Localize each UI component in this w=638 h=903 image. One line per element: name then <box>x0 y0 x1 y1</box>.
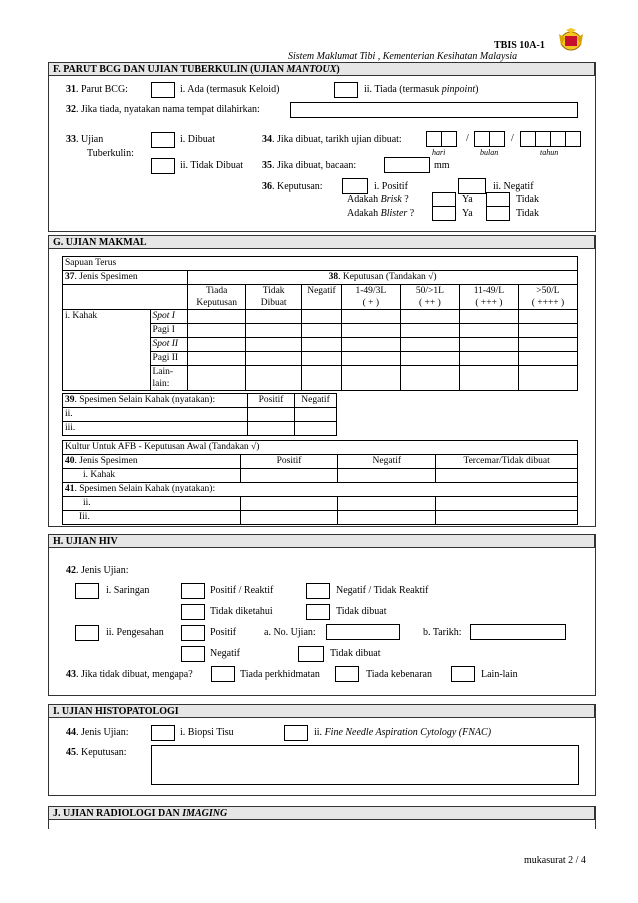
q39-ii-positif-cell[interactable] <box>248 408 295 422</box>
q34-month-digit-2[interactable] <box>489 131 505 147</box>
q36-negatif-label: ii. Negatif <box>493 181 534 192</box>
hiv-positif-reaktif-label: Positif / Reaktif <box>210 585 274 596</box>
culture-iii-tercemar-cell[interactable] <box>436 511 578 525</box>
hiv-no-ujian-input[interactable] <box>326 624 400 640</box>
result-cell[interactable] <box>341 352 400 366</box>
result-cell[interactable] <box>246 352 302 366</box>
q33-dibuat-label: i. Dibuat <box>180 134 215 145</box>
result-cell[interactable] <box>188 324 246 338</box>
date-slash-1: / <box>466 133 469 144</box>
hiv-saringan-checkbox[interactable] <box>75 583 99 599</box>
lain-lain-checkbox[interactable] <box>451 666 475 682</box>
q40-tercemar-header: Tercemar/Tidak dibuat <box>436 455 578 469</box>
q45-label: 45. Keputusan: <box>66 747 127 758</box>
brisk-tidak-label: Tidak <box>516 194 539 205</box>
culture-table <box>62 440 578 525</box>
spot-label: Spot II <box>150 338 188 352</box>
q34-year-digit-1[interactable] <box>520 131 536 147</box>
result-cell[interactable] <box>246 310 302 324</box>
kahak-label: i. Kahak <box>63 310 151 391</box>
q39-iii-negatif-cell[interactable] <box>295 422 337 436</box>
q39-ii-negatif-cell[interactable] <box>295 408 337 422</box>
blister-tidak-label: Tidak <box>516 208 539 219</box>
hiv-saringan-positif-checkbox[interactable] <box>181 583 205 599</box>
blank-cell <box>337 422 578 436</box>
result-cell[interactable] <box>246 366 302 391</box>
col-50-1l: 50/>1L ( ++ ) <box>400 285 459 310</box>
hiv-pengesahan-tidak-dibuat-checkbox[interactable] <box>298 646 324 662</box>
q38-header: 38. Keputusan (Tandakan √) <box>188 271 578 285</box>
q36-positif-label: i. Positif <box>374 181 408 192</box>
result-cell[interactable] <box>518 324 577 338</box>
tiada-kebenaran-label: Tiada kebenaran <box>366 669 432 680</box>
q31-ada-label: i. Ada (termasuk Keloid) <box>180 84 280 95</box>
hiv-negatif-reaktif-label: Negatif / Tidak Reaktif <box>336 585 429 596</box>
result-cell[interactable] <box>302 324 342 338</box>
q40-negatif-header: Negatif <box>338 455 436 469</box>
col-11-49-l: 11-49/L ( +++ ) <box>459 285 518 310</box>
section-f-title: F. PARUT BCG DAN UJIAN TUBERKULIN (UJIAN MANTOUX) <box>48 62 595 76</box>
culture-ii-tercemar-cell[interactable] <box>436 497 578 511</box>
q39-row-iii: iii. <box>63 422 248 436</box>
tiada-kebenaran-checkbox[interactable] <box>335 666 359 682</box>
result-cell[interactable] <box>400 324 459 338</box>
date-slash-2: / <box>511 133 514 144</box>
brisk-question: Adakah Brisk ? <box>347 194 409 205</box>
result-cell[interactable] <box>400 338 459 352</box>
col-tidak-dibuat: Tidak Dibuat <box>246 285 302 310</box>
q34-month-digit-1[interactable] <box>474 131 490 147</box>
hiv-tidak-diketahui-checkbox[interactable] <box>181 604 205 620</box>
section-g-title: G. UJIAN MAKMAL <box>48 235 595 249</box>
q42-label: 42. Jenis Ujian: <box>66 565 129 576</box>
system-name: Sistem Maklumat Tibi , Kementerian Kesihatan Malaysia <box>288 51 518 62</box>
form-code: TBIS 10A-1 <box>494 40 545 51</box>
result-cell[interactable] <box>459 310 518 324</box>
q39-row-ii: ii. <box>63 408 248 422</box>
result-cell[interactable] <box>302 352 342 366</box>
result-cell[interactable] <box>459 352 518 366</box>
culture-row-iii: Iii. <box>63 511 241 525</box>
direct-smear-table <box>62 256 578 391</box>
hiv-no-ujian-label: a. No. Ujian: <box>264 627 316 638</box>
hiv-pengesahan-negatif-checkbox[interactable] <box>181 646 205 662</box>
section-i-title: I. UJIAN HISTOPATOLOGI <box>48 704 595 718</box>
culture-iii-positif-cell[interactable] <box>240 511 338 525</box>
tiada-perkhidmatan-checkbox[interactable] <box>211 666 235 682</box>
result-cell[interactable] <box>246 324 302 338</box>
hiv-pengesahan-positif-label: Positif <box>210 627 237 638</box>
result-cell[interactable] <box>459 338 518 352</box>
other-specimen-table <box>62 393 578 436</box>
mm-unit: mm <box>434 160 450 171</box>
result-cell[interactable] <box>400 310 459 324</box>
q36-positif-checkbox[interactable] <box>342 178 368 194</box>
brisk-ya-checkbox[interactable] <box>432 192 456 207</box>
page-number: mukasurat 2 / 4 <box>524 855 586 866</box>
col-negatif: Negatif <box>302 285 342 310</box>
culture-kahak-tercemar-cell[interactable] <box>436 469 578 483</box>
result-cell[interactable] <box>188 310 246 324</box>
biopsi-tisu-label: i. Biopsi Tisu <box>180 727 234 738</box>
q31-tiada-checkbox[interactable] <box>334 82 358 98</box>
lain-lain-label: Lain- lain: <box>150 366 188 391</box>
hiv-saringan-negatif-checkbox[interactable] <box>306 583 330 599</box>
blister-ya-label: Ya <box>462 208 473 219</box>
q33-tidak-dibuat-label: ii. Tidak Dibuat <box>180 160 244 171</box>
q34-label: 34. Jika dibuat, tarikh ujian dibuat: <box>262 134 402 145</box>
blister-question: Adakah Blister ? <box>347 208 415 219</box>
culture-iii-negatif-cell[interactable] <box>338 511 436 525</box>
spacer-cell <box>63 285 188 310</box>
q39-header: 39. Spesimen Selain Kahak (nyatakan): <box>63 394 248 408</box>
q33-label-2: Tuberkulin: <box>87 148 134 159</box>
culture-ii-positif-cell[interactable] <box>240 497 338 511</box>
result-cell[interactable] <box>341 324 400 338</box>
q35-reading-input[interactable] <box>384 157 430 173</box>
spot-label: Spot I <box>150 310 188 324</box>
tahun-caption: tahun <box>540 148 559 157</box>
q35-label: 35. Jika dibuat, bacaan: <box>262 160 357 171</box>
q40-positif-header: Positif <box>240 455 338 469</box>
result-cell[interactable] <box>302 366 342 391</box>
q31-ada-checkbox[interactable] <box>151 82 175 98</box>
culture-kahak-negatif-cell[interactable] <box>338 469 436 483</box>
hiv-pengesahan-negatif-label: Negatif <box>210 648 240 659</box>
fnac-label: ii. Fine Needle Aspiration Cytology (FNAC) <box>314 727 492 738</box>
q34-year-digit-4[interactable] <box>565 131 581 147</box>
q31-tiada-label: ii. Tiada (termasuk pinpoint) <box>364 84 479 95</box>
result-cell[interactable] <box>188 338 246 352</box>
hiv-saringan-tidak-dibuat-checkbox[interactable] <box>306 604 330 620</box>
culture-ii-negatif-cell[interactable] <box>338 497 436 511</box>
coat-of-arms-logo <box>556 28 586 52</box>
smear-row <box>63 310 578 324</box>
q36-negatif-checkbox[interactable] <box>458 178 486 194</box>
q39-negatif-header: Negatif <box>295 394 337 408</box>
result-cell[interactable] <box>341 366 400 391</box>
section-j-title: J. UJIAN RADIOLOGI DAN IMAGING <box>48 806 595 820</box>
q32-label: 32. Jika tiada, nyatakan nama tempat dilahirkan: <box>66 104 260 115</box>
culture-kahak-label: i. Kahak <box>63 469 241 483</box>
q45-result-textarea[interactable] <box>151 745 579 785</box>
q41-header: 41. Spesimen Selain Kahak (nyatakan): <box>63 483 578 497</box>
hiv-pengesahan-label: ii. Pengesahan <box>106 627 164 638</box>
hari-caption: hari <box>432 148 446 157</box>
tiada-perkhidmatan-label: Tiada perkhidmatan <box>240 669 320 680</box>
result-cell[interactable] <box>188 366 246 391</box>
blister-tidak-checkbox[interactable] <box>486 206 510 221</box>
hiv-pengesahan-positif-checkbox[interactable] <box>181 625 205 641</box>
culture-row-ii: ii. <box>63 497 241 511</box>
brisk-ya-label: Ya <box>462 194 473 205</box>
result-cell[interactable] <box>302 338 342 352</box>
q39-positif-header: Positif <box>248 394 295 408</box>
col-1-49-3l: 1-49/3L ( + ) <box>341 285 400 310</box>
q32-birthplace-input[interactable] <box>290 102 578 118</box>
q39-iii-positif-cell[interactable] <box>248 422 295 436</box>
blank-cell <box>337 408 578 422</box>
result-cell[interactable] <box>518 338 577 352</box>
result-cell[interactable] <box>246 338 302 352</box>
blank-cell <box>337 394 578 408</box>
brisk-tidak-checkbox[interactable] <box>486 192 510 207</box>
spot-label: Pagi I <box>150 324 188 338</box>
hiv-pengesahan-checkbox[interactable] <box>75 625 99 641</box>
result-cell[interactable] <box>400 366 459 391</box>
q34-year-digit-2[interactable] <box>535 131 551 147</box>
biopsi-tisu-checkbox[interactable] <box>151 725 175 741</box>
q34-day-digit-2[interactable] <box>441 131 457 147</box>
hiv-tarikh-input[interactable] <box>470 624 566 640</box>
sapuan-terus-header: Sapuan Terus <box>63 257 578 271</box>
q33-tidak-dibuat-checkbox[interactable] <box>151 158 175 174</box>
hiv-tidak-dibuat-label: Tidak dibuat <box>336 606 387 617</box>
col-tiada-keputusan: Tiada Keputusan <box>188 285 246 310</box>
q33-label: 33. Ujian <box>66 134 104 145</box>
result-cell[interactable] <box>518 366 577 391</box>
bulan-caption: bulan <box>480 148 499 157</box>
result-cell[interactable] <box>459 324 518 338</box>
q37-header: 37. Jenis Spesimen <box>63 271 188 285</box>
spot-label: Pagi II <box>150 352 188 366</box>
hiv-tidak-diketahui-label: Tidak diketahui <box>210 606 273 617</box>
q43-label: 43. Jika tidak dibuat, mengapa? <box>66 669 193 680</box>
q44-label: 44. Jenis Ujian: <box>66 727 129 738</box>
result-cell[interactable] <box>188 352 246 366</box>
result-cell[interactable] <box>341 310 400 324</box>
fnac-checkbox[interactable] <box>284 725 308 741</box>
culture-kahak-positif-cell[interactable] <box>240 469 338 483</box>
result-cell[interactable] <box>518 310 577 324</box>
result-cell[interactable] <box>400 352 459 366</box>
q33-dibuat-checkbox[interactable] <box>151 132 175 148</box>
q34-year-digit-3[interactable] <box>550 131 566 147</box>
q36-label: 36. Keputusan: <box>262 181 323 192</box>
section-h-title: H. UJIAN HIV <box>48 534 595 548</box>
result-cell[interactable] <box>341 338 400 352</box>
col-50-l: >50/L ( ++++ ) <box>518 285 577 310</box>
hiv-saringan-label: i. Saringan <box>106 585 150 596</box>
result-cell[interactable] <box>459 366 518 391</box>
q31-label: 31. Parut BCG: <box>66 84 128 95</box>
section-f-frame <box>48 62 596 232</box>
result-cell[interactable] <box>518 352 577 366</box>
kultur-header: Kultur Untuk AFB - Keputusan Awal (Tandakan √) <box>63 441 578 455</box>
q40-header: 40. Jenis Spesimen <box>63 455 241 469</box>
hiv-tarikh-label: b. Tarikh: <box>423 627 462 638</box>
q34-day-digit-1[interactable] <box>426 131 442 147</box>
lain-lain-label: Lain-lain <box>481 669 518 680</box>
hiv-pengesahan-tidak-dibuat-label: Tidak dibuat <box>330 648 381 659</box>
result-cell[interactable] <box>302 310 342 324</box>
blister-ya-checkbox[interactable] <box>432 206 456 221</box>
